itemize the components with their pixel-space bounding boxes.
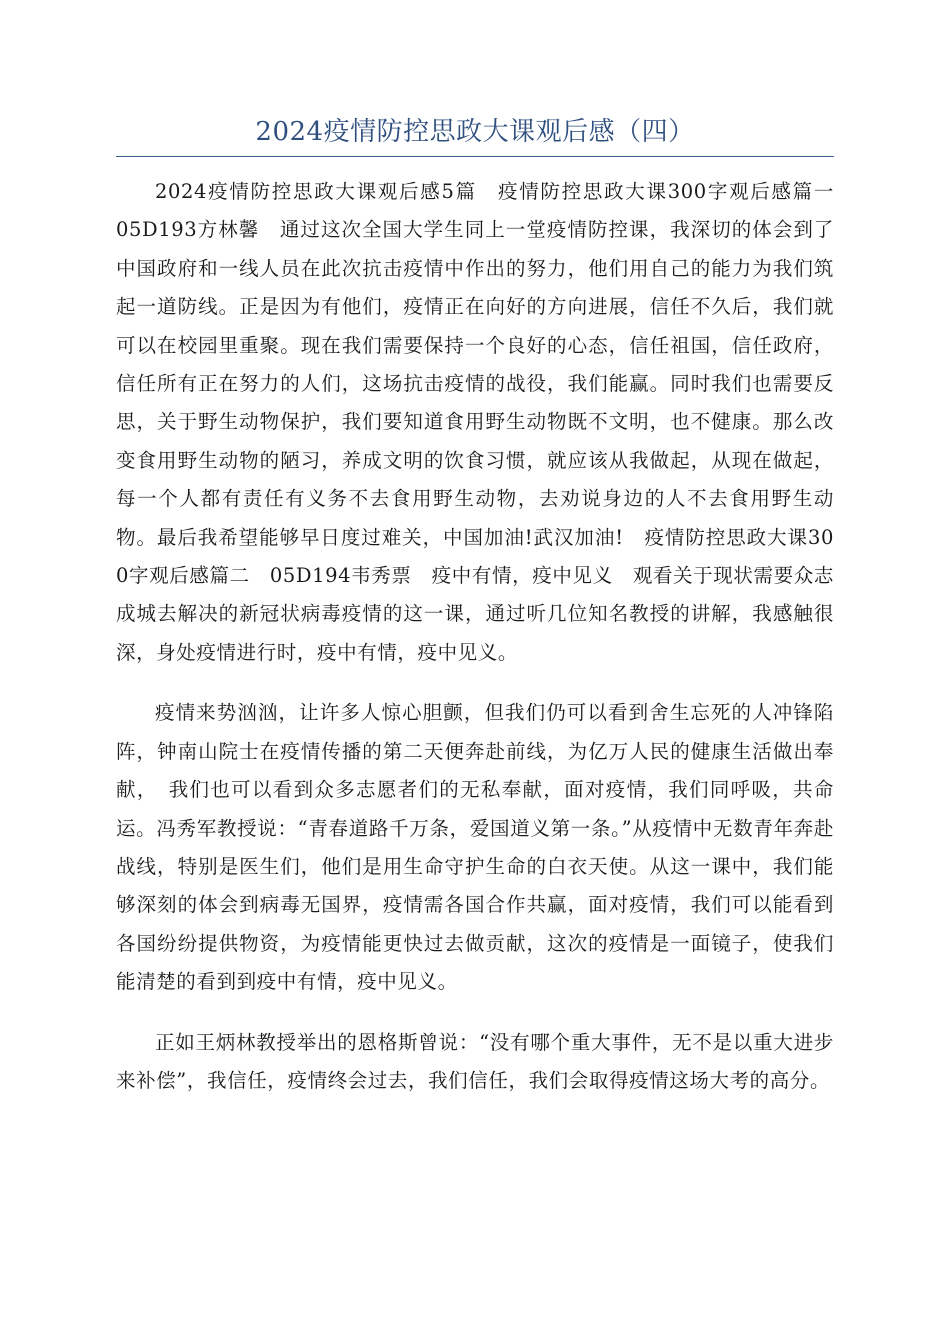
title-block [116, 112, 834, 157]
document-body [116, 173, 855, 1122]
document-title: 2024疫情防控思政大课观后感（四） [255, 117, 695, 147]
paragraph-2: 疫情来势汹汹，让许多人惊心胆颤，但我们仍可以看到舍生忘死的人冲锋陷阵，钟南山院士在疫情传播的第二天便奔赴前线，为亿万人民的健康生活做出奉献， 我们也可以看到众多志愿者们的无私奉献，面对疫情，我们同呼吸，共命运。冯秀军教授说：“青春道路千万条，爱国道义第一条。”从疫情中无数青年奔赴战线，特别是医生们，他们是用生命守护生命的白衣天使。从这一课中，我们能够深刻的体会到病毒无国界，疫情需各国合作共赢，面对疫情，我们可以能看到各国纷纷提供物资，为疫情能更快过去做贡献，这次的疫情是一面镜子，使我们能清楚的看到到疫中有情，疫中见义。 [116, 701, 834, 994]
paragraph-3: 正如王炳林教授举出的恩格斯曾说：“没有哪个重大事件，无不是以重大进步来补偿”，我信任，疫情终会过去，我们信任，我们会取得疫情这场大考的高分。 [116, 1030, 834, 1092]
paragraph-1: 2024疫情防控思政大课观后感5篇 疫情防控思政大课300字观后感篇一 05D193方林馨 通过这次全国大学生同上一堂疫情防控课，我深切的体会到了中国政府和一线人员在此次抗击疫情中作出的努力，他们用自己的能力为我们筑起一道防线。正是因为有他们，疫情正在向好的方向进展，信任不久后，我们就可以在校园里重聚。现在我们需要保持一个良好的心态，信任祖国，信任政府，信任所有正在努力的人们，这场抗击疫情的战役，我们能赢。同时我们也需要反思，关于野生动物保护，我们要知道食用野生动物既不文明，也不健康。那么改变食用野生动物的陋习，养成文明的饮食习惯，就应该从我做起，从现在做起，每一个人都有责任有义务不去食用野生动物，去劝说身边的人不去食用野生动物。最后我希望能够早日度过难关，中国加油!武汉加油! 疫情防控思政大课300字观后感篇二 05D194韦秀票 疫中有情，疫中见义 观看关于现状需要众志成城去解决的新冠状病毒疫情的这一课，通过听几位知名教授的讲解，我感触很深，身处疫情进行时，疫中有情，疫中见义。 [116, 180, 855, 664]
